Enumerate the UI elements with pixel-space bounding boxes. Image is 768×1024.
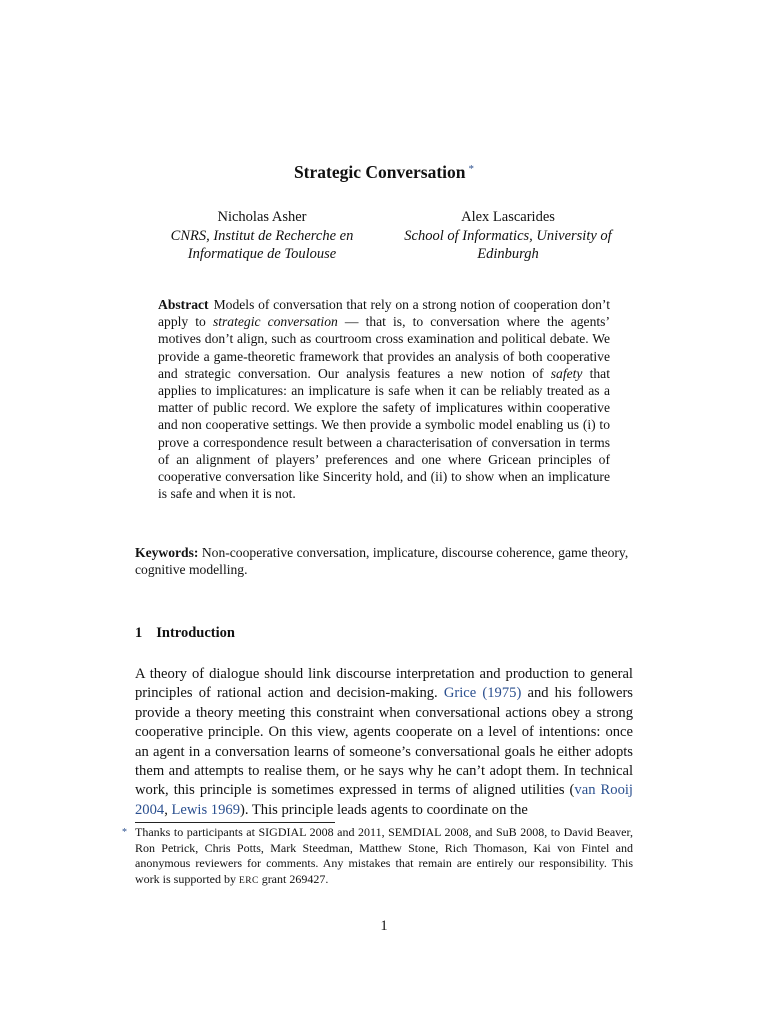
citation-link[interactable]: Lewis 1969 bbox=[171, 801, 240, 818]
citation-link[interactable]: Grice (1975) bbox=[443, 685, 522, 702]
footnote-text: Thanks to participants at SIGDIAL 2008 and 2011, SEMDIAL 2008, and SuB 2008, to David Beaver, Ron Petrick, Chris Potts, Mark Steedman, Matthew Stone, Rich Thomason, Kai von Fintel and anonymous reviewers for comments. Any mistakes that remain are entirely our responsibility. This work is supported by bbox=[135, 825, 633, 886]
intro-text: A theory of dialogue should link discourse interpretation and production to general principles of rational action and decision-making. bbox=[135, 666, 633, 702]
title-footnote-mark[interactable]: * bbox=[468, 163, 475, 175]
abstract-emphasis: safety bbox=[550, 365, 583, 381]
author-name: Nicholas Asher bbox=[217, 209, 307, 225]
author-affiliation: School of Informatics, University of Edinburgh bbox=[404, 227, 612, 262]
keywords-text: Non-cooperative conversation, implicature, discourse coherence, game theory, cognitive modelling. bbox=[135, 545, 629, 578]
abstract-text: that applies to implicatures: an implicature is safe when it can be reliably treated as a matter of public record. We explore the safety of implicatures within cooperative and non cooperative settings. We then provide a symbolic model enabling us (i) to prove a correspondence result between a characterisation of conversation in terms of an alignment of players’ preferences and one where Gricean principles of cooperative conversation like Sincerity hold, and (ii) to show when an implicature is safe and when it is not. bbox=[158, 365, 610, 502]
abstract-emphasis: strategic conversation bbox=[212, 314, 338, 330]
abstract-text: — that is, to conversation where the agents’ motives don’t align, such as courtroom cross examination and political debate. We provide a game-theoretic framework that provides an analysis of both cooperative and strategic conversation. Our analysis features a new notion of bbox=[158, 314, 610, 381]
section-title: Introduction bbox=[156, 625, 235, 641]
intro-text: , bbox=[164, 801, 172, 818]
keywords-label: Keywords: bbox=[135, 545, 199, 560]
intro-text: ). This principle leads agents to coordinate on the bbox=[240, 801, 528, 818]
abstract-label: Abstract bbox=[158, 297, 209, 312]
author-name: Alex Lascarides bbox=[461, 209, 555, 225]
author-block-1 bbox=[152, 208, 372, 264]
author-affiliation: CNRS, Institut de Recherche en Informatique de Toulouse bbox=[170, 227, 354, 262]
footnote-mark[interactable]: * bbox=[122, 827, 127, 838]
abstract-text: Models of conversation that rely on a strong notion of cooperation don’t apply to bbox=[158, 297, 610, 330]
author-block-2 bbox=[392, 208, 624, 264]
intro-paragraph bbox=[135, 665, 633, 820]
title-text: Strategic Conversation bbox=[293, 162, 466, 182]
intro-text: and his followers provide a theory meeting this constraint when conversational actions obey a strong cooperative principle. On this view, agents cooperate on a level of intentions: once an agent in a conversation learns of someone’s conversational goals he either adopts them and attempts to realise them, or he says why he can’t adopt them. In technical work, this principle is sometimes expressed in terms of aligned utilities ( bbox=[135, 685, 633, 799]
footnote-rule bbox=[135, 822, 335, 823]
citation-link[interactable]: van Rooij 2004 bbox=[135, 782, 633, 818]
page-number: 1 bbox=[380, 918, 388, 934]
abstract bbox=[158, 296, 610, 502]
keywords bbox=[135, 544, 635, 578]
footnote bbox=[122, 825, 633, 889]
footnote-text: grant 269427. bbox=[258, 871, 329, 886]
section-heading bbox=[135, 625, 235, 642]
paper-title bbox=[0, 162, 768, 183]
section-number: 1 bbox=[135, 625, 143, 641]
footnote-erc: ERC bbox=[239, 875, 259, 886]
